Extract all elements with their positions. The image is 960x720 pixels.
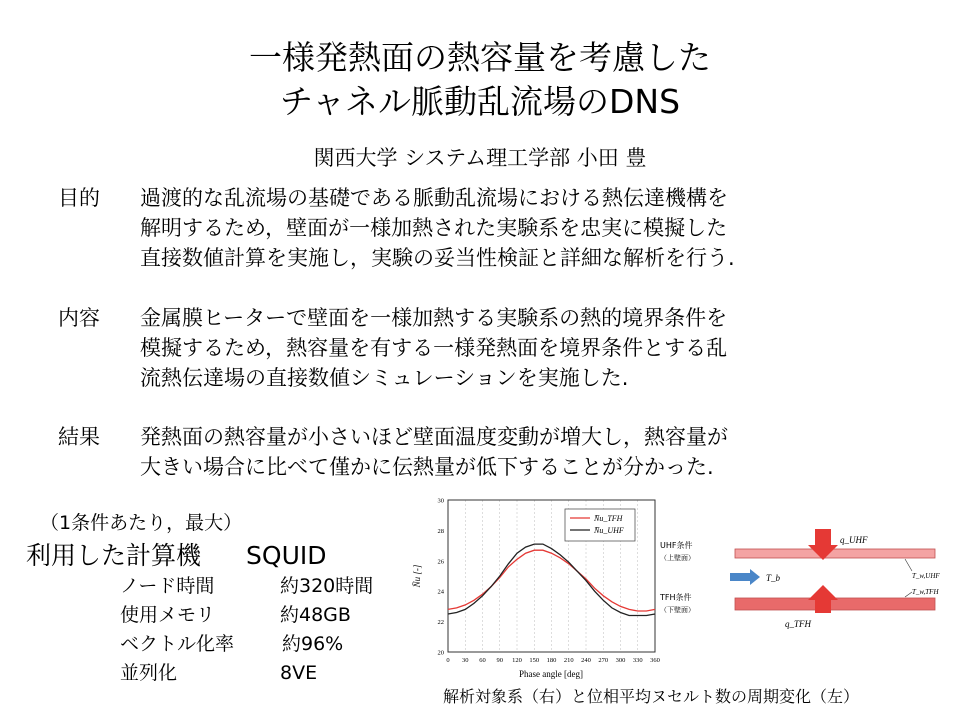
x-tick-label: 180 — [546, 657, 557, 664]
spec-label: 並列化 — [120, 662, 178, 684]
computer-name: SQUID — [246, 541, 327, 570]
spec-value: 約96% — [282, 633, 344, 655]
section-line: 発熱面の熱容量が小さいほど壁面温度変動が増大し，熱容量が — [140, 425, 728, 449]
author: 関西大学 システム理工学部 小田 豊 — [313, 146, 647, 170]
computer-specs — [120, 572, 373, 688]
x-tick-label: 150 — [529, 657, 540, 664]
section-line: 過渡的な乱流場の基礎である脈動乱流場における熱伝達機構を — [140, 186, 728, 210]
x-tick-label: 330 — [632, 657, 643, 664]
x-tick-label: 0 — [446, 657, 450, 664]
legend-label-uhf: N̄u_UHF — [594, 526, 624, 535]
spec-label: ノード時間 — [120, 575, 215, 597]
nusselt-chart — [410, 495, 660, 685]
section-content — [58, 303, 938, 393]
bulk-temp-label: T_b — [766, 573, 781, 583]
section-purpose — [58, 183, 938, 273]
y-tick-label: 20 — [437, 649, 444, 657]
x-tick-label: 30 — [462, 657, 469, 664]
upper-wall-sublabel: （上壁面） — [660, 554, 695, 562]
wall-temp-tfh-label: T_w,TFH — [912, 588, 939, 596]
section-line: 金属膜ヒーターで壁面を一様加熱する実験系の熱的境界条件を — [140, 306, 728, 330]
wall-temp-uhf-label: T_w,UHF — [912, 572, 940, 580]
spec-value: 約320時間 — [280, 575, 374, 597]
section-line: 直接数値計算を実施し，実験の妥当性検証と詳細な解析を行う. — [140, 246, 735, 270]
chart-legend — [565, 509, 635, 541]
spec-row — [120, 601, 373, 630]
q-tfh-label: q_TFH — [785, 619, 812, 629]
title-line-2: チャネル脈動乱流場のDNS — [279, 82, 681, 121]
section-heading: 内容 — [58, 306, 100, 330]
section-result — [58, 422, 938, 482]
section-line: 流熱伝達場の直接数値シミュレーションを実施した. — [140, 366, 629, 390]
y-tick-label: 26 — [437, 558, 444, 566]
q-uhf-label: q_UHF — [840, 535, 868, 545]
x-tick-label: 240 — [581, 657, 591, 664]
spec-row — [120, 572, 373, 601]
lower-wall-sublabel: （下壁面） — [660, 606, 695, 614]
section-heading: 結果 — [58, 425, 100, 449]
x-tick-label: 210 — [563, 657, 574, 664]
title-line-1: 一様発熱面の熱容量を考慮した — [249, 38, 711, 77]
x-tick-label: 90 — [496, 657, 503, 664]
x-tick-label: 360 — [650, 657, 660, 664]
y-tick-label: 30 — [437, 497, 444, 505]
spec-value: 約48GB — [280, 604, 351, 626]
computer-note: （1条件あたり，最大） — [40, 512, 243, 534]
x-tick-label: 270 — [598, 657, 609, 664]
spec-label: ベクトル化率 — [120, 633, 235, 655]
section-heading: 目的 — [58, 186, 100, 210]
computer-label: 利用した計算機 — [26, 541, 202, 570]
upper-wall — [735, 549, 935, 558]
computer-heading — [26, 536, 326, 572]
upper-wall-label: UHF条件 — [660, 541, 693, 550]
y-axis-label: N̄u [-] — [412, 564, 422, 588]
y-tick-label: 22 — [437, 619, 444, 627]
y-tick-label: 28 — [437, 527, 444, 535]
lower-wall-label: TFH条件 — [660, 593, 692, 602]
x-axis-label: Phase angle [deg] — [519, 669, 583, 679]
figure-caption: 解析対象系（右）と位相平均ヌセルト数の周期変化（左） — [443, 687, 860, 706]
x-tick-label: 120 — [512, 657, 522, 664]
section-line: 解明するため，壁面が一様加熱された実験系を忠実に模擬した — [140, 216, 728, 240]
channel-schematic — [650, 525, 950, 640]
x-tick-label: 60 — [479, 657, 486, 664]
spec-label: 使用メモリ — [120, 604, 216, 626]
flow-arrow — [730, 569, 760, 585]
legend-label-tfh: N̄u_TFH — [594, 514, 623, 523]
section-line: 大きい場合に比べて僅かに伝熱量が低下することが分かった. — [140, 455, 714, 479]
spec-value: 8VE — [280, 662, 318, 684]
y-tick-label: 24 — [437, 588, 444, 596]
x-tick-label: 300 — [615, 657, 626, 664]
spec-row — [120, 630, 373, 659]
section-line: 模擬するため，熱容量を有する一様発熱面を境界条件とする乱 — [140, 336, 728, 360]
spec-row — [120, 659, 373, 688]
